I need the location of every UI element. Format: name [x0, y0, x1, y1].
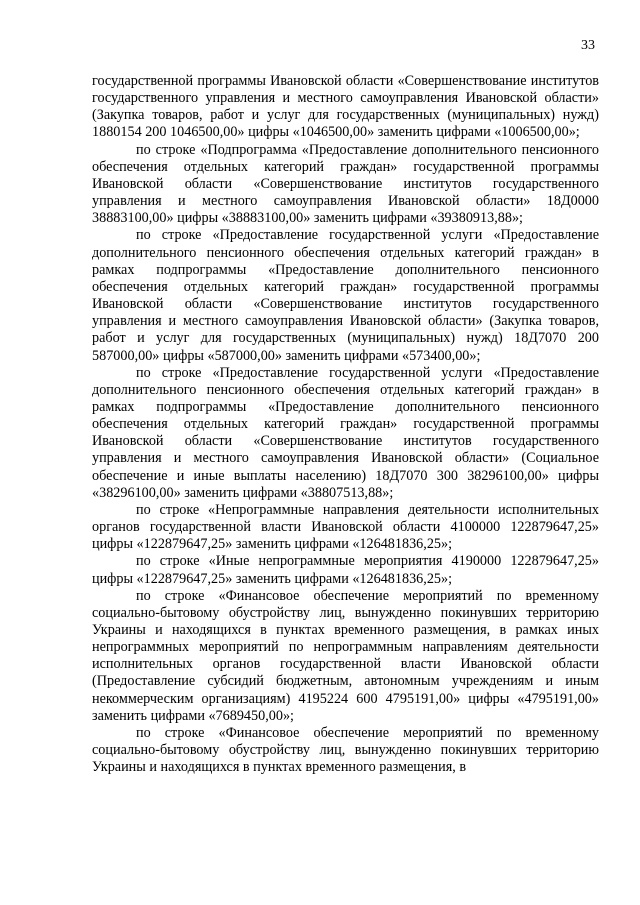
paragraph: по строке «Непрограммные направления деятельности исполнительных органов государственной власти Ивановской области 4100000 122879647,25» цифры «122879647,25» заменить цифрами «126481836,25»; — [92, 501, 599, 553]
paragraph: по строке «Подпрограмма «Предоставление дополнительного пенсионного обеспечения отдельных категорий граждан» государственной программы Ивановской области «Совершенствование институтов государственного управления и местного самоуправления Ивановской области» 18Д0000 38883100,00» цифры «38883100,00» заменить цифрами «39380913,88»; — [92, 141, 599, 227]
page-number: 33 — [581, 38, 595, 53]
paragraph: по строке «Финансовое обеспечение мероприятий по временному социально-бытовому обустройству лиц, вынужденно покинувших территорию Украины и находящихся в пунктах временного размещения, в рамках иных непрограммных мероприятий по непрограммным направлениям деятельности исполнительных органов государственной власти Ивановской области (Предоставление субсидий бюджетным, автономным учреждениям и иным некоммерческим организациям) 4195224 600 4795191,00» цифры «4795191,00» заменить цифрами «7689450,00»; — [92, 587, 599, 724]
paragraph: по строке «Предоставление государственной услуги «Предоставление дополнительного пенсионного обеспечения отдельных категорий граждан» в рамках подпрограммы «Предоставление дополнительного пенсионного обеспечения отдельных категорий граждан» государственной программы Ивановской области «Совершенствование институтов государственного управления и местного самоуправления Ивановской области» (Социальное обеспечение и иные выплаты населению) 18Д7070 300 38296100,00» цифры «38296100,00» заменить цифрами «38807513,88»; — [92, 364, 599, 501]
paragraph: по строке «Финансовое обеспечение мероприятий по временному социально-бытовому обустройству лиц, вынужденно покинувших территорию Украины и находящихся в пунктах временного размещения, в — [92, 724, 599, 776]
document-body — [92, 73, 599, 776]
paragraph: государственной программы Ивановской области «Совершенствование институтов государственного управления и местного самоуправления Ивановской области» (Закупка товаров, работ и услуг для государственных (муниципальных) нужд) 1880154 200 1046500,00» цифры «1046500,00» заменить цифрами «1006500,00»; — [92, 73, 599, 141]
paragraph: по строке «Предоставление государственной услуги «Предоставление дополнительного пенсионного обеспечения отдельных категорий граждан» в рамках подпрограммы «Предоставление дополнительного пенсионного обеспечения отдельных категорий граждан» государственной программы Ивановской области «Совершенствование институтов государственного управления и местного самоуправления Ивановской области» (Закупка товаров, работ и услуг для государственных (муниципальных) нужд) 18Д7070 200 587000,00» цифры «587000,00» заменить цифрами «573400,00»; — [92, 227, 599, 364]
paragraph: по строке «Иные непрограммные мероприятия 4190000 122879647,25» цифры «122879647,25» заменить цифрами «126481836,25»; — [92, 553, 599, 587]
